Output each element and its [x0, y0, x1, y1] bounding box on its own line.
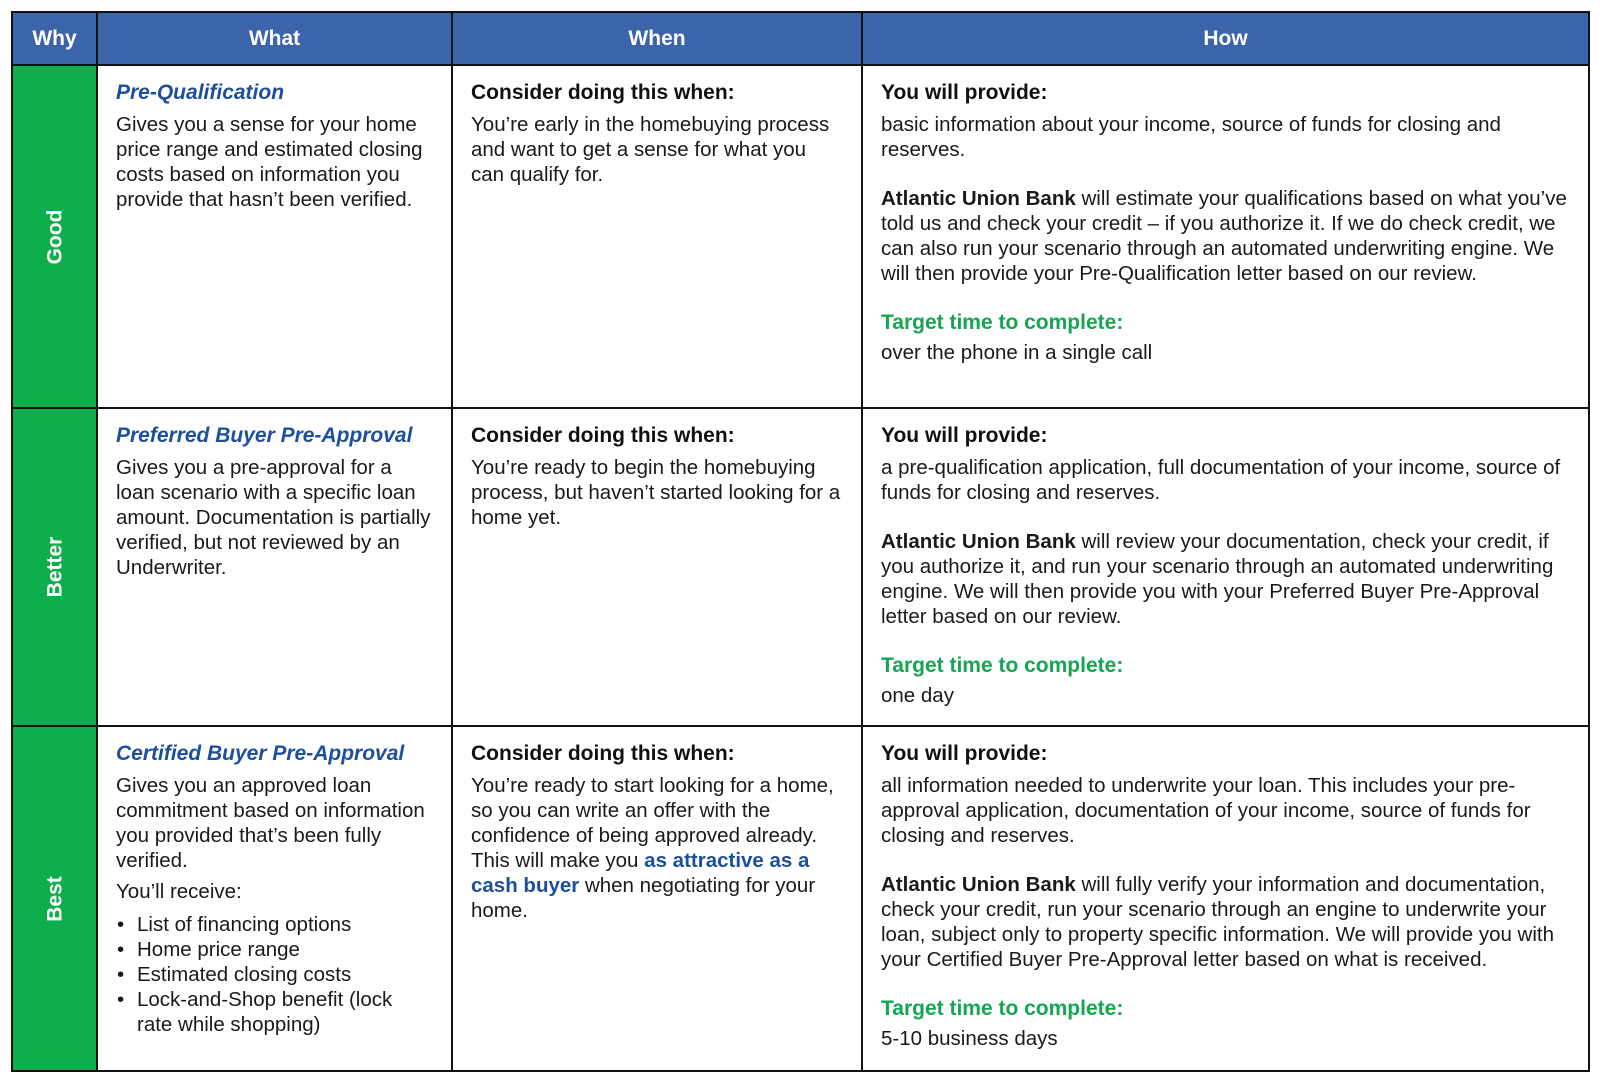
target-time-value: over the phone in a single call — [881, 341, 1153, 364]
bank-text: will fully verify your information and documentation, check your credit, run your scenario through an engine to underwrite your loan, subject only to property specific information. We will provide you with your Certified Buyer Pre-Approval letter based on what is received. — [881, 873, 1555, 971]
provide-heading: You will provide: — [881, 742, 1048, 765]
table-row-good — [13, 65, 1588, 408]
bank-paragraph — [881, 529, 1570, 629]
bank-name: Atlantic Union Bank — [881, 530, 1076, 553]
target-time-heading: Target time to complete: — [881, 654, 1124, 677]
how-cell-good — [862, 65, 1588, 408]
what-description: Gives you a sense for your home price range and estimated closing costs based on information you provide that hasn’t been verified. — [116, 113, 423, 211]
target-time-value: one day — [881, 684, 954, 707]
why-cell-good — [13, 65, 97, 408]
why-cell-better — [13, 408, 97, 726]
when-text-post: when negotiating for your home. — [471, 874, 816, 922]
list-item: • List of financing options — [116, 912, 433, 937]
header-why: Why — [13, 13, 97, 65]
when-cell-good — [452, 65, 862, 408]
what-cell-good — [97, 65, 452, 408]
cash-buyer-highlight: as attractive as a cash buyer — [471, 849, 810, 897]
why-label-best: Best — [43, 875, 66, 922]
bank-name: Atlantic Union Bank — [881, 187, 1076, 210]
provide-text: a pre-qualification application, full documentation of your income, source of funds for closing and reserves. — [881, 456, 1561, 504]
header-what: What — [97, 13, 452, 65]
benefits-list — [116, 912, 433, 1037]
bank-name: Atlantic Union Bank — [881, 873, 1076, 896]
bank-paragraph — [881, 872, 1570, 972]
receive-heading: You’ll receive: — [116, 880, 242, 903]
what-description: Gives you a pre-approval for a loan scenario with a specific loan amount. Documentation is partially verified, but not reviewed by an Underwriter. — [116, 456, 431, 579]
what-cell-better — [97, 408, 452, 726]
when-text: You’re early in the homebuying process and want to get a sense for what you can qualify for. — [471, 113, 830, 186]
header-how: How — [862, 13, 1588, 65]
what-title-preferred-buyer: Preferred Buyer Pre-Approval — [116, 424, 413, 447]
provide-text: basic information about your income, source of funds for closing and reserves. — [881, 113, 1501, 161]
why-cell-best — [13, 726, 97, 1070]
table-row-better — [13, 408, 1588, 726]
target-time-heading: Target time to complete: — [881, 997, 1124, 1020]
bank-text: will review your documentation, check your credit, if you authorize it, and run your scenario through an automated underwriting engine. We will then provide you with your Preferred Buyer Pre-Approval letter based on our review. — [881, 530, 1554, 628]
what-title-certified-buyer: Certified Buyer Pre-Approval — [116, 742, 405, 765]
bank-text: will estimate your qualifications based on what you’ve told us and check your credit – if you authorize it. If we do check credit, we can also run your scenario through an automated underwriting engine. We will then provide your Pre-Qualification letter based on our review. — [881, 187, 1567, 285]
preapproval-comparison-table — [13, 13, 1588, 1070]
target-time-value: 5-10 business days — [881, 1027, 1058, 1050]
what-description: Gives you an approved loan commitment based on information you provided that’s been fully verified. — [116, 774, 425, 872]
consider-heading: Consider doing this when: — [471, 424, 735, 447]
consider-heading: Consider doing this when: — [471, 81, 735, 104]
when-cell-best — [452, 726, 862, 1070]
provide-heading: You will provide: — [881, 81, 1048, 104]
why-label-better: Better — [43, 536, 66, 598]
table-row-best — [13, 726, 1588, 1070]
how-cell-better — [862, 408, 1588, 726]
what-cell-best — [97, 726, 452, 1070]
target-time-heading: Target time to complete: — [881, 311, 1124, 334]
when-cell-better — [452, 408, 862, 726]
list-item: • Home price range — [116, 937, 433, 962]
when-text: You’re ready to begin the homebuying process, but haven’t started looking for a home yet. — [471, 456, 841, 529]
list-item: • Estimated closing costs — [116, 962, 433, 987]
bank-paragraph — [881, 186, 1570, 286]
when-text-pre: You’re ready to start looking for a home, so you can write an offer with the confidence of being approved already. This will make you — [471, 774, 834, 872]
list-item: • Lock-and-Shop benefit (lock rate while shopping) — [116, 987, 433, 1037]
provide-heading: You will provide: — [881, 424, 1048, 447]
table-header-row — [13, 13, 1588, 65]
when-text — [471, 773, 843, 923]
comparison-table-container — [11, 11, 1590, 1072]
provide-text: all information needed to underwrite your loan. This includes your pre-approval application, documentation of your income, source of funds for closing and reserves. — [881, 774, 1531, 847]
header-when: When — [452, 13, 862, 65]
how-cell-best — [862, 726, 1588, 1070]
consider-heading: Consider doing this when: — [471, 742, 735, 765]
why-label-good: Good — [43, 209, 66, 264]
what-title-prequalification: Pre-Qualification — [116, 81, 285, 104]
